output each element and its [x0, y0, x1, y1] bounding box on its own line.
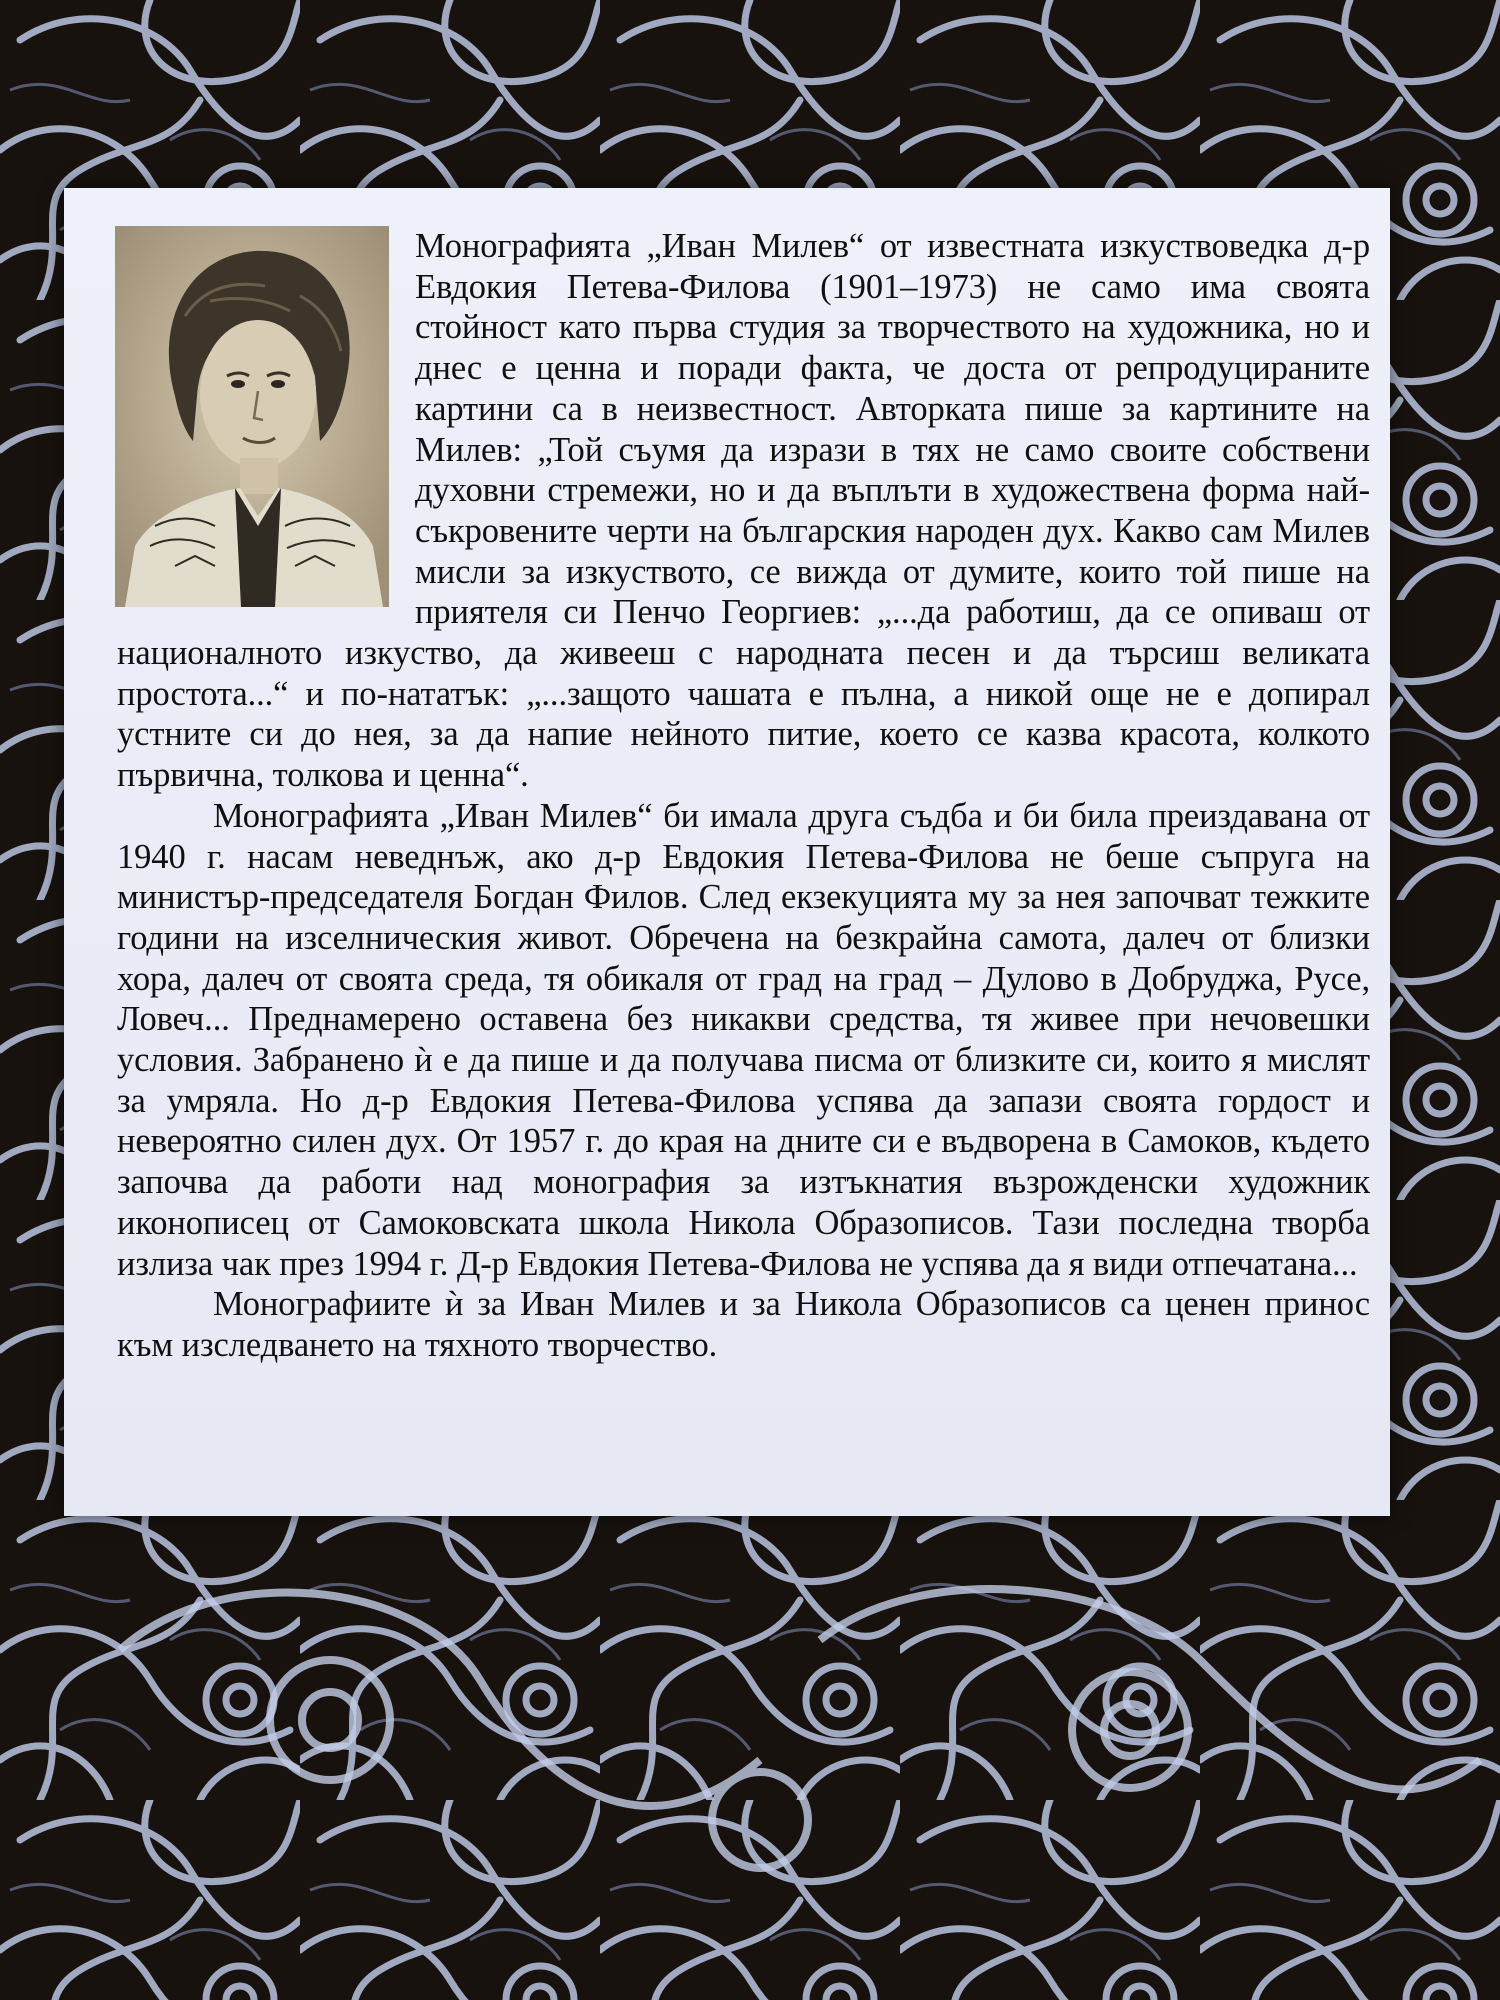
woman-portrait-icon	[115, 226, 389, 607]
portrait-image	[115, 226, 389, 607]
paragraph-3: Монографиите ѝ за Иван Милев и за Никола Образописов са ценен принос към изследването на тяхното творчество.	[117, 1285, 1370, 1364]
text-card	[64, 188, 1390, 1516]
paragraph-2: Монографията „Иван Милев“ би имала друга съдба и би била преиздавана от 1940 г. насам неведнъж, ако д-р Евдокия Петева-Филова не беше съпруга на министър-председателя Богдан Филов. След екзекуцията му за нея започват тежките години на изселническия живот. Обречена на безкрайна самота, далеч от близки хора, далеч от своята среда, тя обикаля от град на град – Дулово в Добруджа, Русе, Ловеч... Преднамерено оставена без никакви средства, тя живее при нечовешки условия. Забранено ѝ е да пише и да получава писма от близките си, които я мислят за умряла. Но д-р Евдокия Петева-Филова успява да запази своята гордост и невероятно силен дух. От 1957 г. до края на дните си е въдворена в Самоков, където започва да работи над монография за изтъкнатия възрожденски художник иконописец от Самоковската школа Никола Образописов. Тази последна творба излиза чак през 1994 г. Д-р Евдокия Петева-Филова не успява да я види отпечатана...	[117, 796, 1370, 1283]
paragraph-1: Монографията „Иван Милев“ от известната изкуствоведка д-р Евдокия Петева-Филова (1901–1973) не само има своята стойност като първа студия за творчеството на художника, но и днес е ценна и поради факта, че доста от репродуцираните картини са в неизвестност. Авторката пише за картините на Милев: „Той съумя да изрази в тях не само своите собствени духовни стремежи, но и да въплъти в художествена форма най-съкровените черти на българския народен дух. Какво сам Милев мисли за изкуството, се вижда от думите, които той пише на приятеля си Пенчо Георгиев: „...да работиш, да се опиваш от националното изкуство, да живееш с народната песен и да търсиш великата простота...“ и по-нататък: „...защото чашата е пълна, а никой още не е допирал устните си до нея, за да напие нейното питие, което се казва красота, колкото първична, толкова и ценна“.	[117, 227, 1370, 795]
